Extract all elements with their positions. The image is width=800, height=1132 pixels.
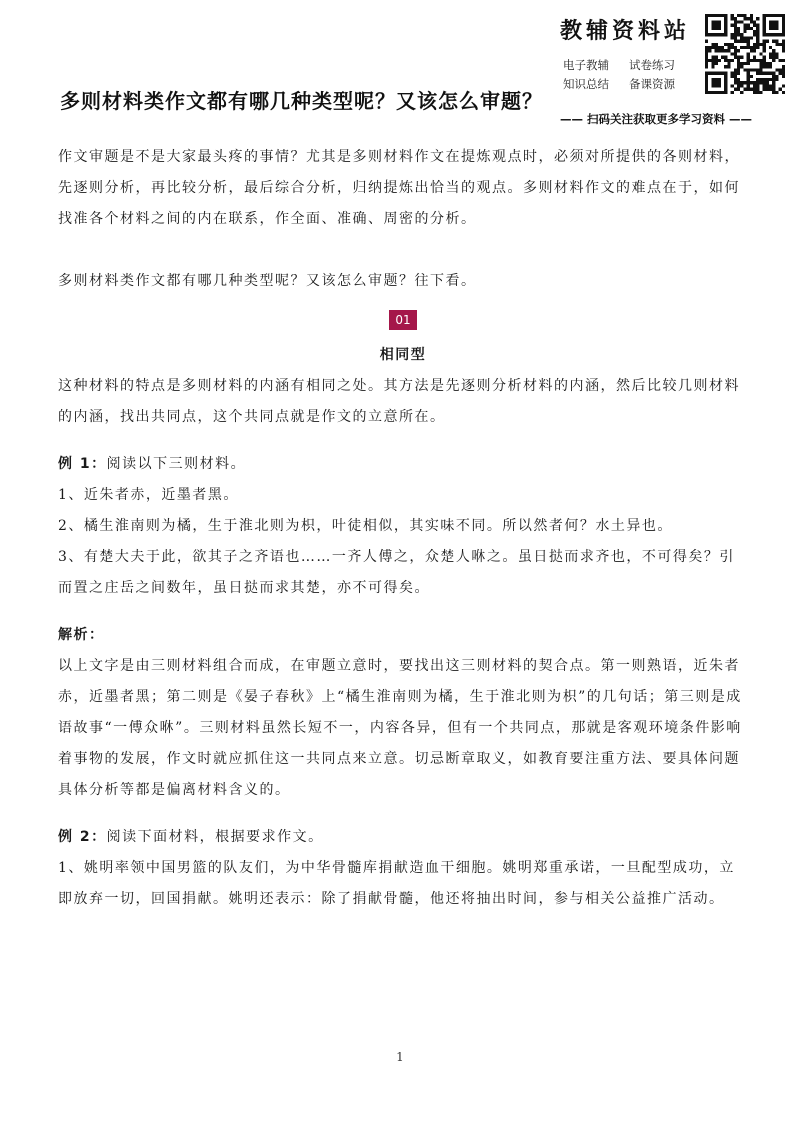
section-title: 相同型: [379, 347, 427, 363]
example1-label: 例 1：: [58, 456, 107, 472]
brand-name: 教辅资料站: [560, 19, 691, 44]
example2-prompt: 阅读下面材料，根据要求作文。: [106, 829, 324, 845]
page-title: 多则材料类作文都有哪几种类型呢？又该怎么审题？: [60, 89, 543, 113]
article-body: [58, 142, 748, 915]
example2-label: 例 2：: [58, 829, 107, 845]
intro-paragraph: 作文审题是不是大家最头疼的事情？尤其是多则材料作文在提炼观点时，必须对所提供的各则材料，先逐则分析，再比较分析，最后综合分析，归纳提炼出恰当的观点。多则材料作文的难点在于，如何找准各个材料之间的内在联系，作全面、准确、周密的分析。: [58, 149, 740, 227]
link-summary[interactable]: 知识总结: [563, 77, 609, 91]
analysis-text: 以上文字是由三则材料组合而成，在审题立意时，要找出这三则材料的契合点。第一则熟语，近朱者赤，近墨者黑；第二则是《晏子春秋》上“橘生淮南则为橘，生于淮北则为枳”的几句话；第三则是成语故事“一傅众咻”。三则材料虽然长短不一，内容各异，但有一个共同点，那就是客观环境条件影响着事物的发展，作文时就应抓住这一共同点来立意。切忌断章取义，如教育要注重方法、要具体问题具体分析等都是偏离材料含义的。: [58, 658, 742, 798]
header-tagline: —— 扫码关注获取更多学习资料 ——: [560, 112, 753, 126]
link-exam[interactable]: 试卷练习: [629, 58, 675, 72]
example1-prompt: 阅读以下三则材料。: [106, 456, 247, 472]
section-number-badge: 01: [389, 310, 416, 330]
example1-item: 3、有楚大夫于此，欲其子之齐语也……一齐人傅之，众楚人咻之。虽日挞而求齐也，不可得矣？引而置之庄岳之间数年，虽日挞而求其楚，亦不可得矣。: [58, 549, 735, 596]
analysis-label: 解析：: [58, 627, 105, 643]
example2-heading: [58, 822, 748, 853]
example2-item: 1、姚明率领中国男篮的队友们，为中华骨髓库捐献造血干细胞。姚明郑重承诺，一旦配型成功，立即放弃一切，回国捐献。姚明还表示：除了捐献骨髓，他还将抽出时间，参与相关公益推广活动。: [58, 860, 735, 907]
example1-item: 1、近朱者赤，近墨者黑。: [58, 487, 239, 503]
section-description: 这种材料的特点是多则材料的内涵有相同之处。其方法是先逐则分析材料的内涵，然后比较几则材料的内涵，找出共同点，这个共同点就是作文的立意所在。: [58, 378, 740, 425]
link-resources[interactable]: 备课资源: [629, 77, 675, 91]
page-number: 1: [396, 1050, 404, 1064]
example1-item: 2、橘生淮南则为橘，生于淮北则为枳，叶徒相似，其实味不同。所以然者何？水土异也。: [58, 518, 673, 534]
link-ebook[interactable]: 电子教辅: [563, 58, 609, 72]
brand-links: [563, 56, 703, 94]
qr-code-icon: [705, 14, 785, 94]
example1-heading: [58, 449, 748, 480]
lead-paragraph: 多则材料类作文都有哪几种类型呢？又该怎么审题？往下看。: [58, 273, 477, 289]
